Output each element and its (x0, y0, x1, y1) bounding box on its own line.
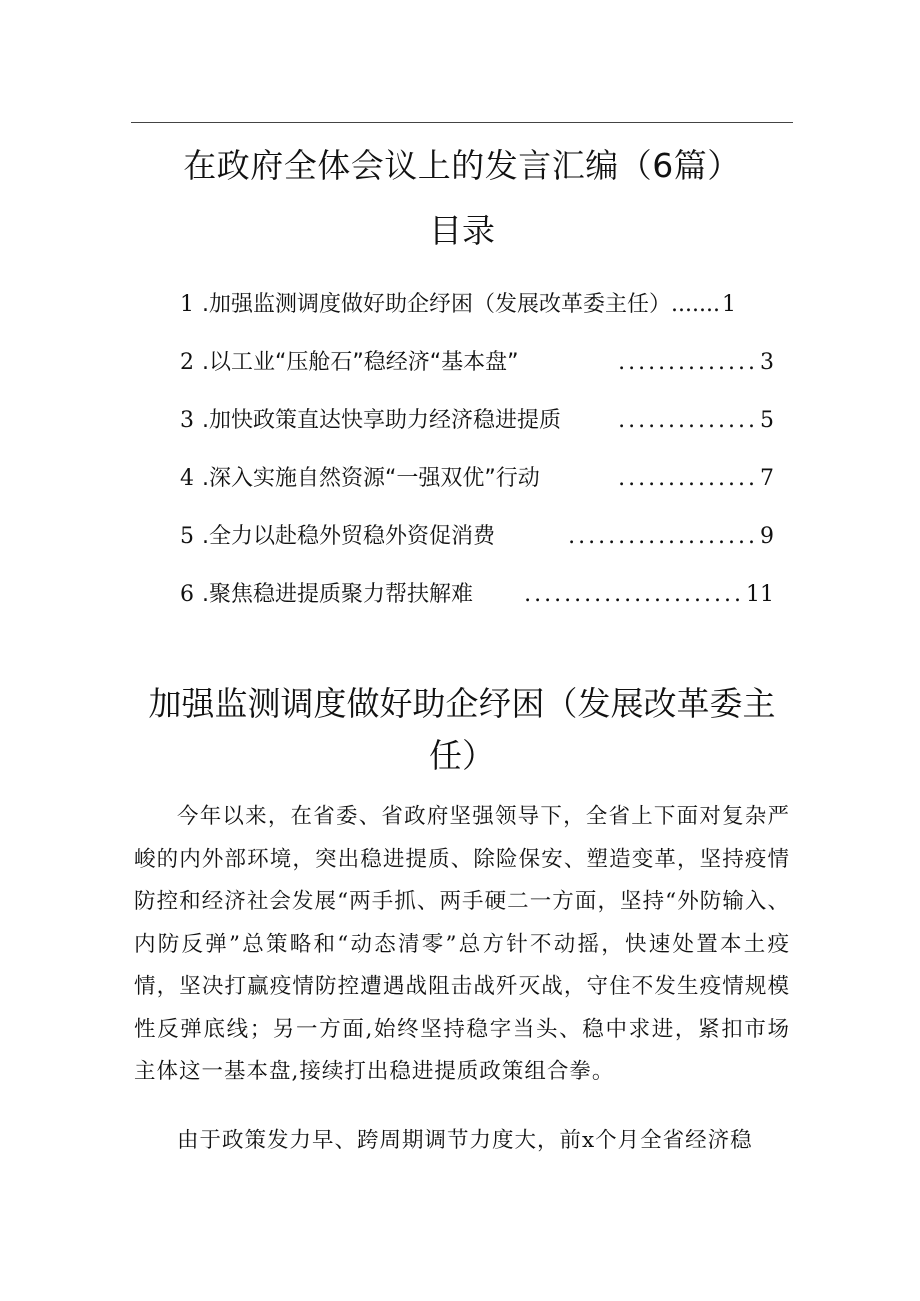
toc-entry-page: 1 (721, 292, 736, 317)
toc-entry[interactable] (180, 399, 774, 457)
toc-entry-title: .加快政策直达快享助力经济稳进提质 (202, 408, 561, 433)
toc-entry-leader: .............. (618, 408, 758, 433)
toc-entry-number: 6 (180, 582, 194, 607)
toc-entry-number: 3 (180, 408, 194, 433)
section-title: 加强监测调度做好助企纾困（发展改革委主任） (148, 684, 776, 775)
table-of-contents (180, 283, 774, 631)
toc-entry-page: 7 (760, 466, 774, 491)
toc-entry[interactable] (180, 283, 774, 341)
toc-entry-title: .聚焦稳进提质聚力帮扶解难 (202, 582, 473, 607)
document-title: 在政府全体会议上的发言汇编（6篇） (183, 146, 741, 185)
body-paragraph: 由于政策发力早、跨周期调节力度大，前x个月全省经济稳 (177, 1128, 753, 1153)
toc-entry-number: 4 (180, 466, 194, 491)
toc-entry[interactable] (180, 515, 774, 573)
toc-entry-leader: .............. (618, 350, 758, 375)
toc-entry[interactable] (180, 457, 774, 515)
toc-entry-page: 9 (760, 524, 774, 549)
toc-entry-title: .加强监测调度做好助企纾困（发展改革委主任） (202, 292, 671, 317)
toc-entry-page: 5 (760, 408, 774, 433)
toc-entry-page: 3 (760, 350, 774, 375)
toc-entry-title: .以工业“压舱石”稳经济“基本盘” (202, 350, 519, 375)
toc-heading: 目录 (429, 211, 495, 250)
top-rule (131, 122, 793, 123)
toc-entry-title: .深入实施自然资源“一强双优”行动 (202, 466, 540, 491)
toc-entry-title: .全力以赴稳外贸稳外资促消费 (202, 524, 495, 549)
toc-entry-leader: ................... (568, 524, 758, 549)
toc-entry-number: 5 (180, 524, 194, 549)
toc-entry-number: 1 (180, 292, 194, 317)
body-paragraph: 今年以来，在省委、省政府坚强领导下，全省上下面对复杂严峻的内外部环境，突出稳进提质、除险保安、塑造变革，坚持疫情防控和经济社会发展“两手抓、两手硬二一方面，坚持“外防输入、内防反弹”总策略和“动态清零”总方针不动摇，快速处置本土疫情，坚决打赢疫情防控遭遇战阻击战歼灭战，守住不发生疫情规模性反弹底线；另一方面,始终坚持稳字当头、稳中求进，紧扣市场主体这一基本盘,接续打出稳进提质政策组合拳。 (134, 804, 790, 1084)
toc-entry-leader: ....... (671, 292, 720, 317)
toc-entry-page: 11 (746, 582, 774, 607)
toc-entry[interactable] (180, 341, 774, 399)
toc-entry-leader: ...................... (524, 582, 744, 607)
toc-entry[interactable] (180, 573, 774, 631)
toc-entry-leader: .............. (618, 466, 758, 491)
toc-entry-number: 2 (180, 350, 194, 375)
